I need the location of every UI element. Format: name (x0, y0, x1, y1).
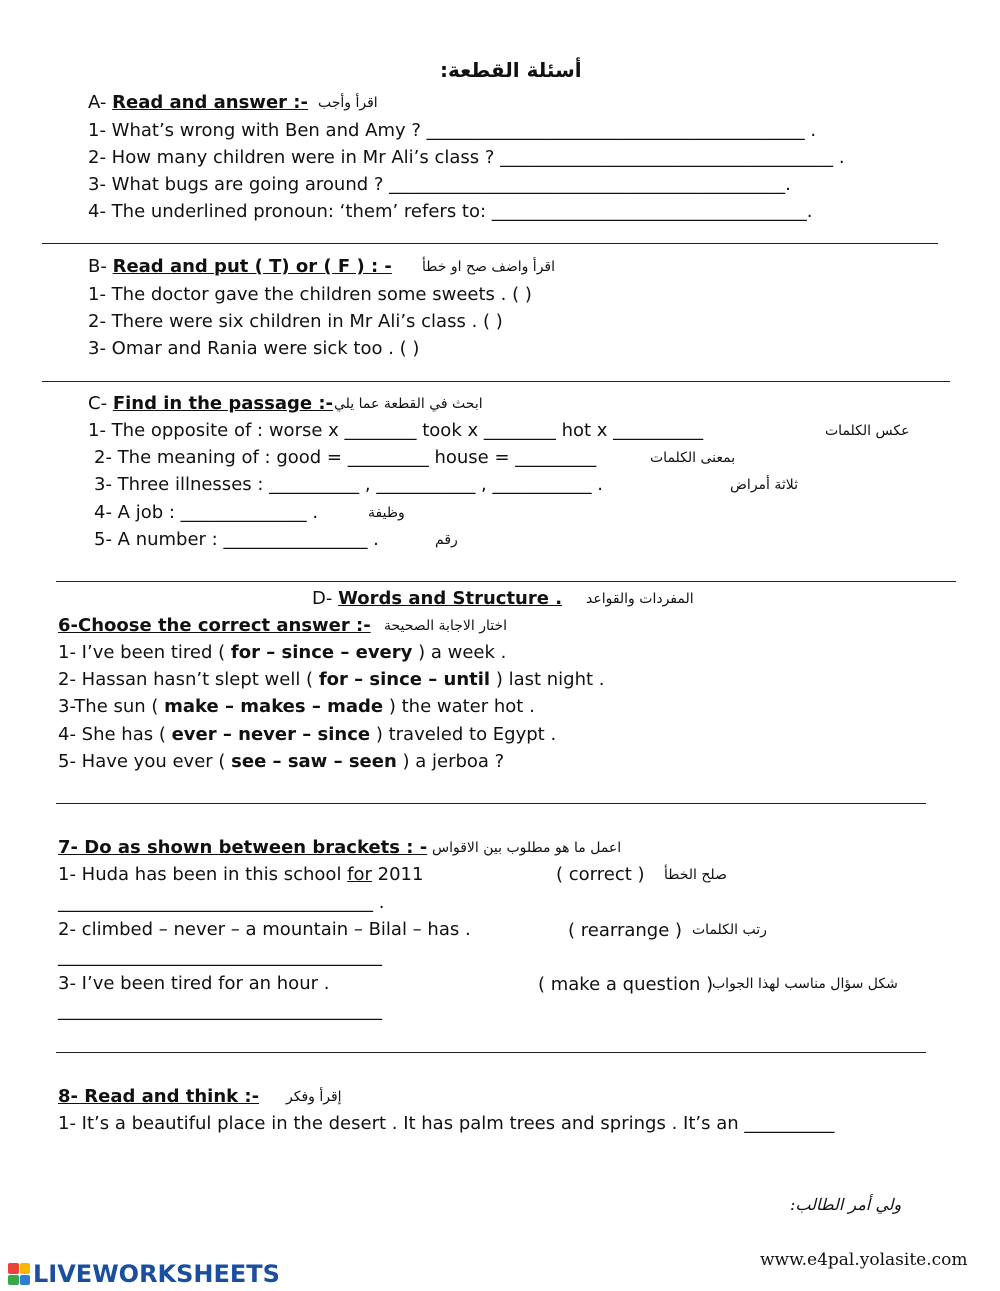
q6-item-3[interactable] (58, 696, 535, 718)
section-d-title: Words and Structure . (338, 588, 563, 609)
section-c-item-1-arabic: عكس الكلمات (825, 423, 910, 439)
website-url: www.e4pal.yolasite.com (760, 1250, 968, 1270)
guardian-signature-label: ولي أمر الطالب: (790, 1195, 902, 1214)
q6-item-1-options[interactable]: for – since – every (230, 642, 413, 663)
divider (56, 581, 956, 582)
section-c-item-5-arabic: رقم (435, 532, 458, 548)
section-c-item-2[interactable]: 2- The meaning of : good = _________ house = _________ (94, 447, 597, 468)
q8-heading: 8- Read and think :- (58, 1086, 260, 1107)
q6-item-1-pre: 1- I’ve been tired ( (58, 642, 231, 663)
section-c-heading (88, 393, 333, 415)
divider (56, 803, 926, 804)
section-a-item-3[interactable]: 3- What bugs are going around ? ____________________________________________. (88, 174, 791, 195)
section-c-title: Find in the passage :- (112, 393, 334, 414)
section-a-item-4[interactable]: 4- The underlined pronoun: ‘them’ refers to: ___________________________________. (88, 201, 813, 222)
q6-item-4-pre: 4- She has ( (58, 724, 172, 745)
section-a-item-1[interactable]: 1- What’s wrong with Ben and Amy ? __________________________________________ . (88, 120, 817, 141)
section-a-arabic: اقرأ وأجب (318, 95, 378, 111)
q8-item-1[interactable]: 1- It’s a beautiful place in the desert . It has palm trees and springs . It’s an __________ (58, 1113, 835, 1134)
q6-heading: 6-Choose the correct answer :- (58, 615, 371, 636)
section-c-arabic: ابحث في القطعة عما يلي (334, 396, 483, 412)
brand-icon (8, 1263, 30, 1285)
q7-item-1-post: 2011 (371, 864, 424, 885)
q7-item-2-answer[interactable]: ____________________________________ (58, 946, 382, 967)
q6-item-3-post: ) the water hot . (383, 696, 535, 717)
q6-item-1[interactable] (58, 642, 506, 664)
section-a-item-2[interactable]: 2- How many children were in Mr Ali’s class ? _____________________________________ . (88, 147, 845, 168)
q6-item-4-options[interactable]: ever – never – since (171, 724, 371, 745)
q7-item-3-bracket: ( make a question ) (538, 974, 714, 995)
q7-item-2: 2- climbed – never – a mountain – Bilal – has . (58, 919, 471, 940)
q7-arabic: اعمل ما هو مطلوب بين الاقواس (432, 840, 622, 856)
q6-item-3-pre: 3-The sun ( (58, 696, 165, 717)
section-a-title: Read and answer :- (112, 92, 308, 113)
brand-name: LIVEWORKSHEETS (33, 1260, 280, 1288)
section-c-item-2-arabic: بمعنى الكلمات (650, 450, 736, 466)
section-d-heading (312, 588, 562, 610)
page-title: أسئلة القطعة: (440, 58, 582, 82)
divider (56, 1052, 926, 1053)
q6-item-5[interactable] (58, 751, 504, 773)
divider (42, 381, 950, 382)
q7-item-2-arabic: رتب الكلمات (692, 922, 767, 938)
section-b-heading (88, 256, 392, 278)
section-b-item-3[interactable]: 3- Omar and Rania were sick too . ( ) (88, 338, 420, 359)
q7-item-1-underlined: for (347, 864, 372, 885)
q6-item-5-pre: 5- Have you ever ( (58, 751, 232, 772)
q7-heading: 7- Do as shown between brackets : - (58, 837, 428, 858)
q6-item-3-options[interactable]: make – makes – made (164, 696, 384, 717)
q6-item-2-options[interactable]: for – since – until (318, 669, 491, 690)
q8-arabic: إقرأ وفكر (286, 1089, 342, 1105)
section-c-item-4-arabic: وظيفة (368, 505, 405, 521)
q6-item-2-post: ) last night . (490, 669, 605, 690)
liveworksheets-logo (8, 1260, 280, 1288)
q6-item-5-options[interactable]: see – saw – seen (231, 751, 397, 772)
section-c-item-4[interactable]: 4- A job : ______________ . (94, 502, 319, 523)
q7-item-3: 3- I’ve been tired for an hour . (58, 973, 330, 994)
q7-item-1-arabic: صلح الخطأ (664, 867, 727, 883)
q6-item-1-post: ) a week . (412, 642, 507, 663)
q6-item-2[interactable] (58, 669, 605, 691)
divider (42, 243, 938, 244)
q7-item-1-bracket: ( correct ) (556, 864, 645, 885)
section-c-prefix: C- (88, 393, 108, 414)
section-c-item-1[interactable]: 1- The opposite of : worse x ________ took x ________ hot x __________ (88, 420, 704, 441)
section-b-arabic: اقرأ واضف صح او خطأ (422, 259, 556, 275)
q7-item-2-bracket: ( rearrange ) (568, 920, 683, 941)
q7-item-3-answer[interactable]: ____________________________________ (58, 1000, 382, 1021)
q7-item-1-answer[interactable]: ___________________________________ . (58, 892, 385, 913)
section-b-item-1[interactable]: 1- The doctor gave the children some sweets . ( ) (88, 284, 532, 305)
q7-item-3-arabic: شكل سؤال مناسب لهذا الجواب (712, 976, 898, 992)
section-b-item-2[interactable]: 2- There were six children in Mr Ali’s class . ( ) (88, 311, 503, 332)
section-a-prefix: A- (88, 92, 107, 113)
section-b-title: Read and put ( T) or ( F ) : - (112, 256, 392, 277)
section-d-prefix: D- (312, 588, 333, 609)
q7-item-1-pre: 1- Huda has been in this school (58, 864, 348, 885)
q6-item-4[interactable] (58, 724, 556, 746)
section-a-heading (88, 92, 308, 114)
section-d-arabic: المفردات والقواعد (586, 591, 694, 607)
section-b-prefix: B- (88, 256, 107, 277)
q6-arabic: اختار الاجابة الصحيحة (384, 618, 507, 634)
q6-item-4-post: ) traveled to Egypt . (370, 724, 557, 745)
q7-item-1 (58, 864, 423, 886)
section-c-item-3-arabic: ثلاثة أمراض (730, 477, 799, 493)
q6-item-5-post: ) a jerboa ? (396, 751, 505, 772)
section-c-item-5[interactable]: 5- A number : ________________ . (94, 529, 379, 550)
q6-item-2-pre: 2- Hassan hasn’t slept well ( (58, 669, 319, 690)
section-c-item-3[interactable]: 3- Three illnesses : __________ , ___________ , ___________ . (94, 474, 603, 495)
